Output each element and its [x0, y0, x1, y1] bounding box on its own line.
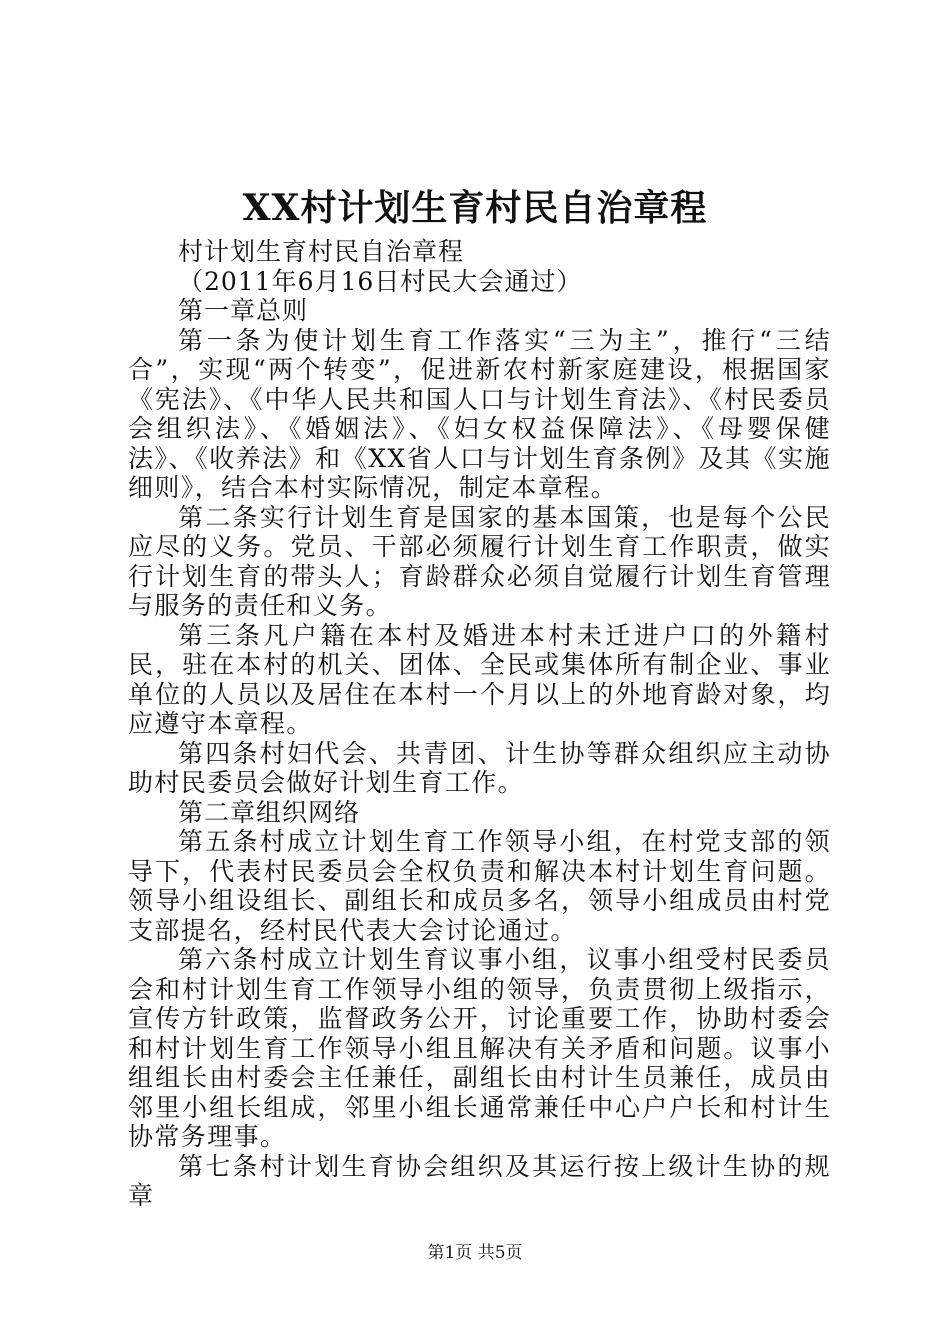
body-paragraph: 第三条凡户籍在本村及婚进本村未迁进户口的外籍村民，驻在本村的机关、团体、全民或集体所有制企业、事业单位的人员以及居住在本村一个月以上的外地育龄对象，均应遵守本章程。	[128, 620, 831, 738]
body-paragraph: 第六条村成立计划生育议事小组，议事小组受村民委员会和村计划生育工作领导小组的领导，负责贯彻上级指示，宣传方针政策，监督政务公开，讨论重要工作，协助村委会和村计划生育工作领导小组且解决有关矛盾和问题。议事小组组长由村委会主任兼任，副组长由村计生员兼任，成员由邻里小组长组成，邻里小组长通常兼任中心户户长和村计生协常务理事。	[128, 945, 831, 1151]
body-paragraph: 第五条村成立计划生育工作领导小组，在村党支部的领导下，代表村民委员会全权负责和解决本村计划生育问题。领导小组设组长、副组长和成员多名，领导小组成员由村党支部提名，经村民代表大会讨论通过。	[128, 827, 831, 945]
body-paragraph: 第二条实行计划生育是国家的基本国策，也是每个公民应尽的义务。党员、干部必须履行计划生育工作职责，做实行计划生育的带头人；育龄群众必须自觉履行计划生育管理与服务的责任和义务。	[128, 502, 831, 620]
chapter-heading: 第一章总则	[178, 296, 309, 325]
body-paragraph: 村计划生育村民自治章程	[178, 237, 465, 266]
page-number-footer: 第1页 共5页	[427, 1243, 523, 1263]
body-paragraph: 第一条为使计划生育工作落实“三为主”，推行“三结合”，实现“两个转变”，促进新农村新家庭建设，根据国家《宪法》、《中华人民共和国人口与计划生育法》、《村民委员会组织法》、《婚姻法》、《妇女权益保障法》、《母婴保健法》、《收养法》和《XX省人口与计划生育条例》及其《实施细则》，结合本村实际情况，制定本章程。	[128, 325, 831, 502]
body-paragraph: 第七条村计划生育协会组织及其运行按上级计生协的规章	[128, 1151, 831, 1210]
chapter-heading: 第二章组织网络	[178, 797, 361, 827]
document-title: XX村计划生育村民自治章程	[242, 187, 708, 229]
body-paragraph: 第四条村妇代会、共青团、计生协等群众组织应主动协助村民委员会做好计划生育工作。	[128, 738, 831, 797]
document-body	[128, 237, 831, 1211]
body-paragraph: （2011年6月16日村民大会通过）	[178, 266, 583, 296]
